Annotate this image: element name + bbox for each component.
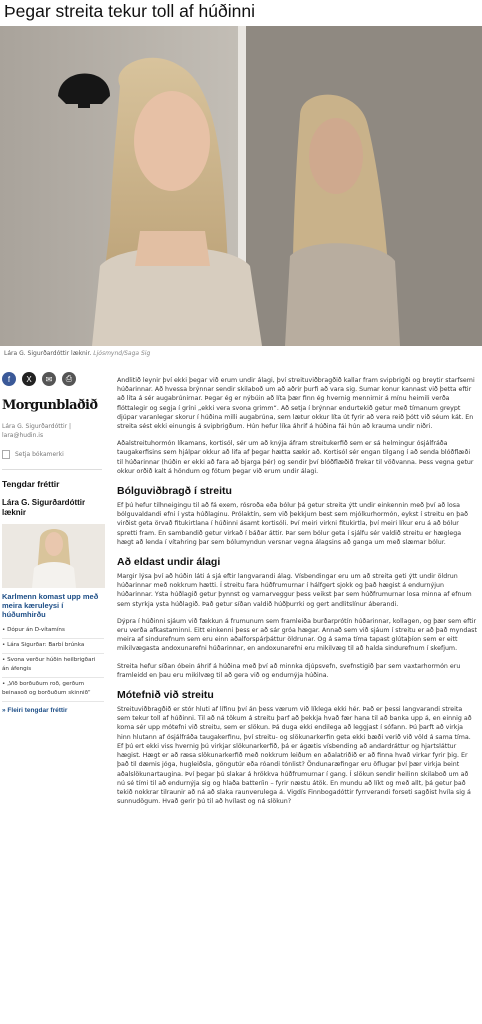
paragraph: Andlitið leynir því ekki þegar við erum undir álagi, því streituviðbragðið kallar fram svipbrigði og breytir starfsemi húðarinnar. Að hvessa brýnnar sendir skilaboð um að aðrir þurfi að vara sig. Sumar konur kannast við þetta eftir að líta á sér augabrúnirnar. Þegar ég er nýbúin að líta þær finn ég hvernig mennirnir á mínu heimili verða flóttalegir og segja í gríni „ekki vera svona grimm“. Að setja í brýnnar endurtekið getur með tímanum greypt djúpar varanlegar skorur í húðina milli augabrúna, sem lætur okkur líta út fyrir að vera reið þótt við séum kát. En streita sést ekki einungis á svipbrigðum. Hún hefur líka áhrif á húðina fái hún að krauma undir niðri. (117, 377, 475, 431)
paragraph: Streituviðbragðið er stór hluti af lífinu því án þess værum við líklega ekki hér. Það er þessi langvarandi streita sem tekur toll af húðinni. Til að ná tökum á streitu þarf að þekkja hvað fær hana til að banka upp á, en einnig að koma sér upp mótefni við streitu, sem er slökun. Þá duga ekki endilega að leggjast í sófann. Þú þarft að virkja hinn hlutann af ósjálfráða taugakerfinu, því streitu- og slökunarkerfin geta ekki bæði verið við völd á sama tíma. Ef þú ert ekki viss hvernig þú virkjar slökunarkerfið, þá er ágætis vísbending að andardráttur og hjartsláttur hægist. Hægt er að ræsa slökunarkerfið með nokkrum leiðum en aðalatriðið er að finna hvað virkar fyrir þig. Er það til dæmis jóga, hugleiðsla, göngutúr eða róandi tónlist? Öndunaræfingar eru öflugar því þær virkja beint aðalslökunartaugina. Því þegar þú slakar á hrökkva húðfrumurnar í gang. Í slökun sendir heilinn skilaboð um að nú sé tími til að endurnýja sig og hlaða batteríin – fyrir næstu átök. En mundu að líkt og með allt, þá getur það tekið nokkrar tilraunir að ná að slaka raunverulega á. Vigdís Finnbogadóttir fyrrverandi forseti sagðist hvíla sig á sunnudögum. Hvað gerir þú til að hvílast og ná slökun? (117, 706, 472, 806)
section-heading: Að eldast undir álagi (117, 556, 221, 569)
related-thumbnail[interactable] (2, 524, 105, 588)
paragraph: Ef þú hefur tilhneigingu til að fá exem, rósroða eða bólur þá getur streita ýtt undir einkennin með því að losa bólguvaldandi efni í ysta húðlaginu. Prólaktín, sem við þekkjum best sem mjólkurhormón, eykst í streitu en það virðist geta örvað fitukirtlana í húðinni ásamt kortisóli. Því meiri virkni fitukirtla, því meiri líkur eru á að bólur spretti fram. En sambandið getur virkað í báðar áttir. Þar sem bólur geta í sjálfu sér valdið streitu er hæglega hægt að lenda í vítahring þar sem bólumyndun versnar vegna álagsins að ganga um með slæmar bólur. (117, 502, 468, 546)
list-item[interactable]: • Svona verður húðin heilbrigðari án áfengis (2, 654, 104, 678)
list-item[interactable]: • Lára Sigurðar: Barbí brúnka (2, 639, 104, 654)
hero-illustration (0, 26, 482, 346)
share-bar (0, 372, 106, 386)
section-heading: Bólguviðbragð í streitu (117, 485, 232, 498)
list-item[interactable]: • „Við borðuðum roð, gerðum beinasoð og borðuðum skinnið“ (2, 678, 104, 702)
paragraph: Margir lýsa því að húðin láti á sjá eftir langvarandi álag. Vísbendingar eru um að streita geti ýtt undir öldrun húðarinnar með nokkrum hætti. Í streitu fara húðfrumurnar í hálfgert sjokk og það hægist á endurnýjun húðarinnar. Ysta húðlagið getur þynnst og varnarveggur þess veikst þar sem húðfrumurnar losa minna af efnum sem styrkja ysta húðlagið. Það getur síðan valdið húðþurrki og gert andlitslínur áberandi. (117, 573, 472, 608)
thumbnail-illustration (2, 524, 105, 588)
headline: Þegar streita tekur toll af húðinni (4, 1, 255, 21)
print-icon[interactable]: ⎙ (62, 372, 76, 386)
bookmark-button[interactable] (0, 450, 106, 459)
author-byline: Lára G. Sigurðardóttir | lara@hudin.is (2, 423, 72, 439)
divider (2, 469, 102, 470)
bookmark-label: Setja bókamerki (15, 451, 64, 458)
photo-caption (4, 350, 150, 357)
related-author[interactable]: Lára G. Sigurðardóttir læknir (2, 498, 86, 517)
sidebar (0, 372, 106, 714)
email-icon[interactable]: ✉ (42, 372, 56, 386)
x-icon[interactable]: X (22, 372, 36, 386)
bookmark-icon (2, 450, 10, 459)
related-heading: Tengdar fréttir (2, 479, 60, 489)
author-email[interactable]: lara@hudin.is (2, 432, 44, 439)
paragraph: Aðalstreituhormón líkamans, kortisól, sér um að knýja áfram streitukerfið sem er sá helmingur ósjálfráða taugakerfisins sem hjálpar okkur að lifa af þegar hætta sækir að. Kortisól sér engan tilgang í að senda blóðflæði til húðarinnar (húðin er ekki að fara að bjarga þér) og sendir því blóðflæðið frekar til vöðvanna. Þess vegna getur okkur orðið kalt á höndum og fótum þegar við erum undir álagi. (117, 440, 474, 475)
related-main-link[interactable]: Karlmenn komast upp með meira kæruleysi í húðumhirðu (2, 592, 99, 619)
caption-credit: Ljósmynd/Saga Sig (93, 350, 151, 357)
more-related-link[interactable]: » Fleiri tengdar fréttir (2, 707, 68, 714)
list-item[interactable]: • Dópur án D-vítamíns (2, 624, 104, 639)
author-name[interactable]: Lára G. Sigurðardóttir (2, 423, 68, 430)
article-body (117, 376, 477, 814)
paragraph: Streita hefur síðan óbein áhrif á húðina með því að minnka djúpsvefn, svefnstigið þar sem vaxtarhormón eru framleidd en þau eru mikilvæg til að gera við og endurnýja húðina. (117, 662, 461, 679)
caption-name: Lára G. Sigurðardóttir læknir. (4, 350, 92, 357)
related-list (0, 624, 106, 702)
facebook-icon[interactable]: f (2, 372, 16, 386)
section-heading: Mótefnið við streitu (117, 689, 214, 702)
logo: Morgunblaðið (2, 398, 98, 413)
hero-photo (0, 26, 482, 346)
paragraph: Dýpra í húðinni sjáum við fækkun á frumunum sem framleiða burðarprótín húðarinnar, kollagen, og þær sem eftir eru verða afkastaminni. Eitt einkenni þess er að sár gróa hægar. Annað sem við sjáum í streitu er að það myndast meira af sindurefnum sem eru einn aðalforspárþáttur öldrunar. Og á sama tíma tapast glútaþíon sem er eitt mikilvægasta andoxunarefni húðarinnar, en andoxunarefni eru mikilvæg til að halda sindurefnum í skefjum. (117, 617, 477, 653)
